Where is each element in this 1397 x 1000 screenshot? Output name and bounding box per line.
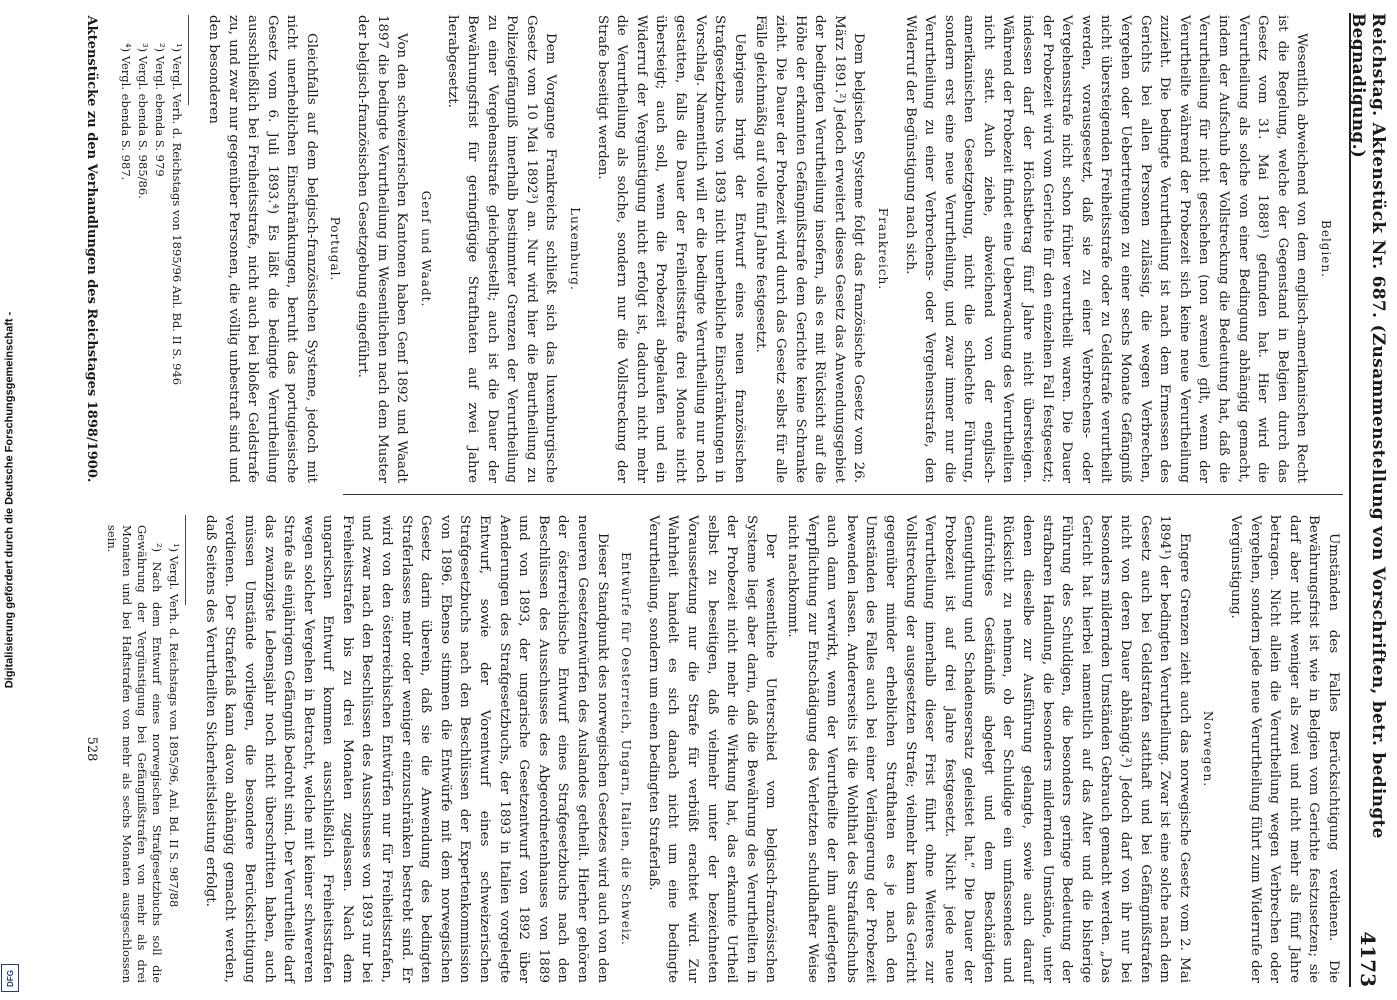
paragraph: Dieser Standpunkt des norwegischen Gesetzes wird auch von den neueren Gesetzentwürfen des Auslandes getheilt. Hierher gehören der österreichische Entwurf eines Strafgesetzbuchs nach den Beschlüssen des Ausschusses des Abgeordnetenhauses von 1889 und von 1893, der ungarische Gesetzentwurf von 1892 über Aenderungen des Strafgesetzbuchs, der 1893 in Italien vorgelegte Entwurf, sowie der Vorentwurf eines schweizerischen Strafgesetzbuchs nach den Beschlüssen der Expertenkommission von 1896. Ebenso stimmen die Entwürfe mit dem norwegischen Gesetz darin überein, daß sie die Anwendung des bedingten Straferlasses mehr oder weniger einzuschränken bestrebt sind. Er wird von den österreichischen Entwürfen nur für Freiheitsstrafen, und zwar nach den Beschlüssen des Ausschusses von 1893 nur bei Freiheitsstrafen bis zu drei Monaten zugelassen. Nach dem ungarischen Entwurf kommen ausschließlich Freiheitsstrafen wegen solcher Vergehen in Betracht, welche mit keiner schwereren Strafe als einjährigem Gefängniß bedroht sind. Der Verurtheilte darf das zwanzigste Lebensjahr noch nicht überschritten haben, auch müssen Umstände vorliegen, die besondere Berücksichtigung verdienen. Der Straferlaß kann davon abhängig gemacht werden, daß Seitens des Verurtheilten Sicherheitsleistung erfolgt. <box>202 515 610 983</box>
footer-page-number: 528 <box>84 736 99 762</box>
paragraph: Uebrigens bringt der Entwurf eines neuen französischen Strafgesetzbuchs von 1893 nicht unerhebliche Einschränkungen in Vorschlag. Namentlich will er die bedingte Verurtheilung nur noch gestatten, falls die Dauer der Freiheitsstrafe drei Monate nicht übersteigt; auch soll, wenn die Probezeit abgelaufen und ein Widerruf der Vergünstigung nicht erfolgt ist, dadurch nicht mehr die Verurtheilung als solche, sondern nur die Vollstreckung der Strafe beseitigt werden. <box>594 15 747 483</box>
section-heading: Entwürfe für Oesterreich, Ungarn, Italien, die Schweiz. <box>619 552 634 946</box>
paragraph: Wesentlich abweichend von dem englisch-amerikanischen Recht ist die Regelung, welche der Gegenstand in Belgien durch das Gesetz vom 31. Mai 1888¹) gefunden hat. Hier wird die Verurtheilung als solche von einer Bedingung abhängig gemacht, indem der Aufschub der Vollstreckung die Bedeutung hat, daß die Verurtheilung für nicht geschehen (non avenue) gilt, wenn der Verurtheilte während der Probezeit sich keine neue Verurtheilung zuzieht. Die bedingte Verurtheilung ist nach dem Ermessen des Gerichts bei allen Personen zulässig, die wegen Verbrechen, Vergehen oder Uebertretungen zu einer sechs Monate Gefängniß nicht übersteigenden Freiheitsstrafe oder zu Geldstrafe verurtheilt werden, vorausgesetzt, daß sie zu einer Verbrechens- oder Vergehensstrafe nicht schon früher verurtheilt waren. Die Dauer der Probezeit wird vom Gerichte für den einzelnen Fall festgesetzt; indessen darf der Höchstbetrag fünf Jahre nicht übersteigen. Während der Probezeit findet eine Ueberwachung des Verurtheilten nicht statt. Auch ziehe, abweichend von der englisch-amerikanischen Gesetzgebung, nicht die schlechte Führung, sondern erst eine neue Verurtheilung, und zwar immer nur die Verurtheilung zu einer Verbrechens- oder Vergehensstrafe, den Widerruf der Begünstigung nach sich. <box>902 15 1310 483</box>
section-norwegen <box>643 515 1217 983</box>
right-column <box>102 515 1343 983</box>
section-entwuerfe <box>200 515 635 983</box>
section-frankreich <box>592 15 892 483</box>
footnote: ⁴) Vergl. ebenda S. 987. <box>119 43 134 181</box>
footnote: ²) Nach dem Entwurf eines norwegischen Strafgesetzbuchs soll die Gewährung der Vergünstigung bei Gefängnißstrafen von mehr als drei Monaten und bei Haftstrafen von mehr als sechs Monaten ausgeschlossen sein. <box>105 525 165 983</box>
section-heading: Luxemburg. <box>568 207 583 291</box>
section-belgien <box>900 15 1335 483</box>
paragraph: Dem belgischen Systeme folgt das französische Gesetz vom 26. März 1891.²) Jedoch erweitert dieses Gesetz das Anwendungsgebiet der bedingten Verurtheilung insofern, als es mit Rücksicht auf die Höhe der erkannten Gefängnißstrafe dem Gerichte keine Schranke zieht. Die Dauer der Probezeit wird durch das Gesetz selbst für alle Fälle gleichmäßig auf volle fünf Jahre festgesetzt. <box>753 15 867 483</box>
paragraph: Umständen des Falles Berücksichtigung verdienen. Die Bewährungsfrist ist wie in Belgien vom Gerichte festzusetzen; sie darf aber nicht weniger als zwei und nicht mehr als fünf Jahre betragen. Nicht allein die Verurtheilung wegen Verbrechen oder Vergehen, sondern jede neue Verurtheilung führt zum Widerrufe der Vergünstigung. <box>1228 515 1341 983</box>
footnote: ¹) Vergl. Verh. d. Reichstags von 1895/96 Anl. Bd. II S. 946 <box>170 43 185 386</box>
paragraph: Von den schweizerischen Kantonen haben Genf 1892 und Waadt 1897 die bedingte Verurtheilung im Wesentlichen nach dem Muster der belgisch-französischen Gesetzgebung eingeführt. <box>355 15 410 483</box>
footnote: ²) Vergl. ebenda S. 979 <box>153 43 168 177</box>
section-heading: Portugal. <box>328 216 343 282</box>
bottom-note: Aktenstücke zu den Verhandlungen des Reichstages 1898/1900. <box>84 15 99 483</box>
section-heading: Norwegen. <box>1201 710 1216 788</box>
digitization-note <box>0 0 18 1000</box>
paragraph: Engere Grenzen zieht auch das norwegische Gesetz vom 2. Mai 1894¹) der bedingten Verurtheilung. Zwar ist eine solche nach dem Gesetz auch bei Geldstrafen statthaft und bei Gefängnißstrafen nicht von deren Dauer abhängig.²) Jedoch darf von ihr nur bei besonders mildernden Umständen Gebrauch gemacht werden. „Das Gericht hat hierbei namentlich auf das Alter und die bisherige Führung des Schuldigen, die besonders geringe Bedeutung der strafbaren Handlung, die besonders mildernden Umstände, unter denen dieselbe zur Ausführung gelangte, sowie auch darauf Rücksicht zu nehmen, ob der Schuldige ein umfassendes und aufrichtiges Geständniß abgelegt und dem Beschädigten Genugthuung und Schadensersatz geleistet hat.“ Die Dauer der Probezeit ist auf drei Jahre festgesetzt. Nicht jede neue Verurtheilung innerhalb dieser Frist führt ohne Weiteres zur Vollstreckung der ausgesetzten Strafe; vielmehr kann das Gericht gegenüber minder erheblichen Strafthaten es je nach den Umständen des Falles auch bei einer Verlängerung der Probezeit bewenden lassen. Andererseits ist die Wohlthat des Strafaufschubs auch dann verwirkt, wenn der Verurtheilte der ihm auferlegten Verpflichtung zur Entschädigung des Verletzten schuldhafter Weise nicht nachkommt. <box>784 515 1192 983</box>
dfg-logo-text: DFG <box>5 969 15 987</box>
section-genf-waadt <box>353 15 435 483</box>
column-divider <box>343 494 1343 495</box>
page-header <box>1348 13 1388 987</box>
paragraph: Gleichfalls auf dem belgisch-französischen Systeme, jedoch mit nicht unerheblichen Einschränkungen, beruht das portugiesische Gesetz vom 6. Juli 1893.⁴) Es läßt die bedingte Verurtheilung ausschließlich bei Freiheitsstrafe, nicht auch bei bloßer Geldstrafe zu, und zwar nur gegenüber Personen, die völlig unbestraft sind und den besonderen <box>205 15 319 483</box>
page-number: 4173 <box>1356 931 1380 987</box>
section-heading: Genf und Waadt. <box>418 190 433 308</box>
footnote-rule <box>185 515 186 605</box>
footnote: ¹) Vergl. Verh. d. Reichstags von 1895/96, Anl. Bd. II S. 987/88 <box>167 543 182 908</box>
section-portugal <box>203 15 344 483</box>
left-column <box>116 15 1343 483</box>
rotated-page-content <box>33 5 1389 995</box>
digitization-note-text: Digitalisierung gefördert durch die Deutsche Forschungsgemeinschaft - <box>3 311 16 689</box>
paragraph: Dem Vorgange Frankreichs schließt sich das luxemburgische Gesetz vom 10 Mai 1892³) an. Nur wird hier die Beurtheilung zu Polizeigefängniß innerhalb bestimmter Grenzen der Verurtheilung zu einer Vergehensstrafe gleichgestellt; auch ist die Dauer der Bewährungsfrist für geringfügige Strafthaten auf zwei Jahre herabgesetzt. <box>445 15 559 483</box>
section-heading: Belgien. <box>1319 220 1333 278</box>
footnote: ³) Vergl. ebenda S. 985/86. <box>136 43 151 199</box>
page-title: Reichstag. Aktenstück Nr. 687. (Zusammenstellung von Vorschriften, betr. bedingte Begnadigung.) <box>1348 13 1388 839</box>
footnote-rule <box>188 15 189 105</box>
scanned-page <box>28 2 1394 998</box>
section-luxemburg <box>443 15 584 483</box>
section-heading: Frankreich. <box>875 207 890 291</box>
paragraph: Der wesentliche Unterschied vom belgisch-französischen Systeme liegt aber darin, daß die Bewährung des Verurtheilten in der Probezeit nicht mehr die Wirkung hat, das erkannte Urtheil selbst zu beseitigen, daß vielmehr unter der bezeichneten Voraussetzung nur die Strafe für verbüßt erachtet wird. Zur Wahrheit handelt es sich danach nicht um eine bedingte Verurtheilung, sondern um einen bedingten Straferlaß. <box>645 515 779 983</box>
dfg-logo <box>1 964 19 992</box>
